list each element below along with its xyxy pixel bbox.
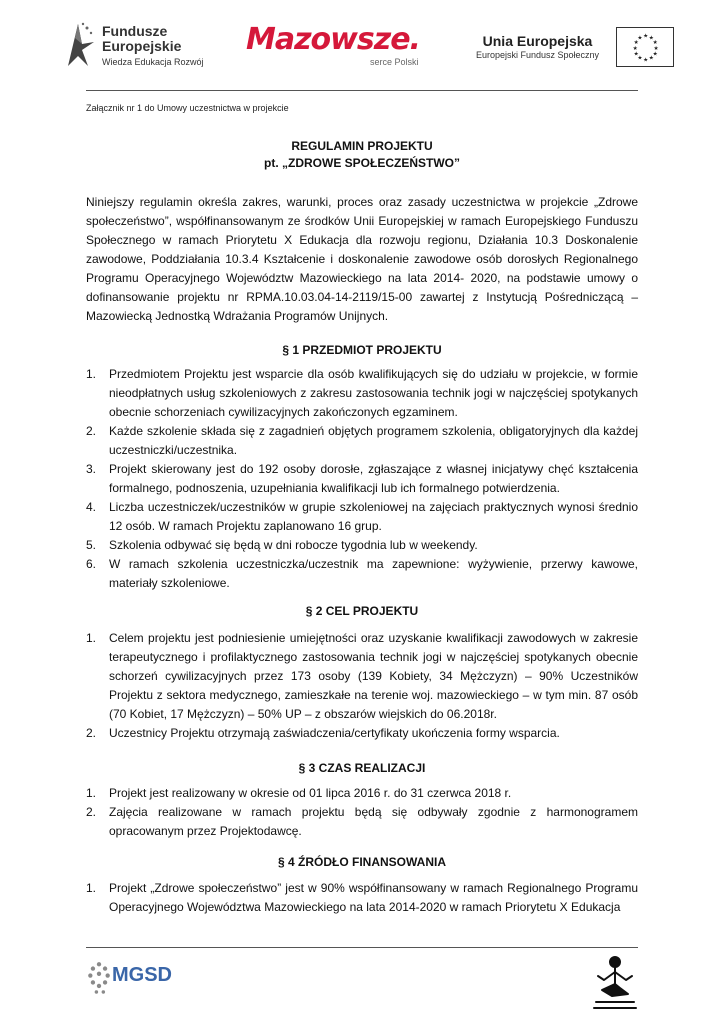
section-4-list — [86, 879, 638, 917]
intro-paragraph: Niniejszy regulamin określa zakres, warunki, proces oraz zasady uczestnictwa w projekcie „Zdrowe społeczeństwo”, współfinansowanym ze środków Unii Europejskiej w ramach Europejskiego Funduszu Społecznego w ramach Priorytetu X Edukacja dla rozwoju regionu, Działania 10.3 Doskonalenie zawodowe, Poddziałania 10.3.4 Kształcenie i doskonalenie zawodowe osób dorosłych Regionalnego Programu Operacyjnego Województw Mazowieckiego na lata 2014- 2020, na podstawie umowy o dofinansowanie projektu nr RPMA.10.03.04-14-2119/15-00 zawartej z Instytucją Pośredniczącą – Mazowiecką Jednostką Wdrażania Programów Unijnych. — [86, 195, 638, 323]
svg-text:★: ★ — [633, 40, 639, 47]
list-item — [86, 879, 638, 917]
svg-text:★: ★ — [633, 51, 639, 58]
section-1-list — [86, 365, 638, 593]
list-item-number: 2. — [86, 805, 97, 819]
list-item-text: Liczba uczestniczek/uczestników w grupie szkoleniowej na zajęciach praktycznych wynosi średnio 12 osób. W ramach Projektu zaplanowano 16 grup. — [109, 500, 638, 533]
list-item — [86, 803, 638, 841]
list-item-text: Uczestnicy Projektu otrzymają zaświadczenia/certyfikaty ukończenia formy wsparcia. — [109, 726, 560, 740]
list-item-number: 1. — [86, 786, 97, 800]
list-item-text: Projekt „Zdrowe społeczeństwo” jest w 90% współfinansowany w ramach Regionalnego Programu Operacyjnego Województwa Mazowieckiego na lata 2014-2020 w ramach Priorytetu X Edukacja — [109, 881, 638, 914]
list-item-text: Zajęcia realizowane w ramach projektu będą się odbywały zgodnie z harmonogramem opracowanym przez Projektodawcę. — [109, 805, 638, 838]
list-item-number: 2. — [86, 726, 97, 740]
fundusze-europejskie-logo — [66, 18, 216, 72]
list-item-text: Projekt skierowany jest do 192 osoby dorosłe, zgłaszające z własnej inicjatywy chęć kształcenia formalnego, podnoszenia, uzupełniania kwalifikacji lub ich formalnego potwierdzenia. — [109, 462, 638, 495]
list-item — [86, 784, 638, 803]
list-item-number: 1. — [86, 881, 97, 895]
list-item — [86, 498, 638, 536]
svg-text:★: ★ — [632, 45, 638, 52]
ue-logo-line1: Unia Europejska — [482, 33, 593, 49]
list-item-text: Każde szkolenie składa się z zagadnień objętych programem szkolenia, obligatoryjnych dla każdej uczestniczki/uczestnika. — [109, 424, 638, 457]
svg-text:★: ★ — [643, 57, 649, 64]
svg-text:★: ★ — [643, 33, 649, 40]
list-item-text: Szkolenia odbywać się będą w dni robocze tygodnia lub w weekendy. — [109, 538, 478, 552]
list-item-number: 3. — [86, 462, 97, 476]
list-item — [86, 724, 638, 743]
list-item-number: 4. — [86, 500, 97, 514]
svg-text:★: ★ — [648, 35, 654, 42]
eu-stars-icon — [617, 28, 673, 66]
svg-text:★: ★ — [653, 45, 659, 52]
fe-star-icon — [66, 20, 96, 66]
eu-flag-icon — [616, 27, 674, 67]
list-item-number: 2. — [86, 424, 97, 438]
list-item — [86, 536, 638, 555]
section-2-list — [86, 629, 638, 743]
meditation-figure-icon — [590, 954, 640, 1012]
section-2-heading: § 2 CEL PROJEKTU — [305, 604, 419, 618]
mazowsze-logo-word: Mazowsze. — [246, 22, 420, 57]
section-3-heading: § 3 CZAS REALIZACJI — [298, 761, 426, 775]
list-item-number: 6. — [86, 557, 97, 571]
section-3-list — [86, 784, 638, 841]
mazowsze-logo-sub: serce Polski — [370, 57, 419, 67]
ue-logo-text — [470, 33, 605, 62]
mgsd-dots-icon — [86, 954, 112, 1004]
list-item — [86, 460, 638, 498]
fe-logo-line1: Fundusze — [102, 23, 168, 39]
list-item — [86, 555, 638, 593]
section-4-heading: § 4 ŹRÓDŁO FINANSOWANIA — [277, 855, 446, 869]
list-item-text: W ramach szkolenia uczestniczka/uczestnik ma zapewnione: wyżywienie, przerwy kawowe, materiały szkoleniowe. — [109, 557, 638, 590]
list-item — [86, 422, 638, 460]
list-item-text: Celem projektu jest podniesienie umiejętności oraz uzyskanie kwalifikacji zawodowych w zakresie terapeutycznego i profilaktycznego zastosowania technik jogi w najczęściej spotykanych obecnie schorzeń cywilizacyjnych przez 173 osoby (139 Kobiety, 34 Mężczyzn) – 90% Uczestników Projektu z sektora medycznego, zamieszkałe na terenie woj. mazowieckiego – w tym min. 87 osób (70 Kobiet, 17 Mężczyzn) – 50% UP – z obszarów wiejskich do 06.2018r. — [109, 631, 638, 721]
svg-text:★: ★ — [652, 40, 658, 47]
fe-logo-line3: Wiedza Edukacja Rozwój — [102, 57, 204, 67]
svg-text:★: ★ — [648, 55, 654, 62]
document-title: REGULAMIN PROJEKTU — [291, 139, 433, 153]
list-item-number: 1. — [86, 631, 97, 645]
list-item-text: Przedmiotem Projektu jest wsparcie dla osób kwalifikujących się do udziału w projekcie, w formie nieodpłatnych usług szkoleniowych z zakresu zastosowania technik jogi w najczęściej spotykanych obecnie schorzeniach cywilizacyjnych zakończonych egzaminem. — [109, 367, 638, 419]
footer-divider — [86, 947, 638, 948]
annex-note: Załącznik nr 1 do Umowy uczestnictwa w projekcie — [86, 103, 289, 113]
header-divider — [86, 90, 638, 91]
mgsd-logo — [86, 954, 186, 1004]
list-item — [86, 629, 638, 724]
list-item-number: 5. — [86, 538, 97, 552]
mgsd-logo-text: MGSD — [112, 964, 172, 986]
page-header — [0, 0, 724, 92]
section-1-heading: § 1 PRZEDMIOT PROJEKTU — [282, 343, 442, 357]
fe-logo-line2: Europejskie — [102, 38, 182, 54]
ue-logo-line2: Europejski Fundusz Społeczny — [475, 50, 600, 60]
document-subtitle: pt. „ZDROWE SPOŁECZEŃSTWO” — [264, 156, 460, 170]
svg-text:★: ★ — [637, 55, 643, 62]
svg-text:★: ★ — [637, 35, 643, 42]
list-item-number: 1. — [86, 367, 97, 381]
list-item-text: Projekt jest realizowany w okresie od 01 lipca 2016 r. do 31 czerwca 2018 r. — [109, 786, 512, 800]
mazowsze-logo — [246, 22, 436, 72]
list-item — [86, 365, 638, 422]
svg-text:★: ★ — [652, 51, 658, 58]
